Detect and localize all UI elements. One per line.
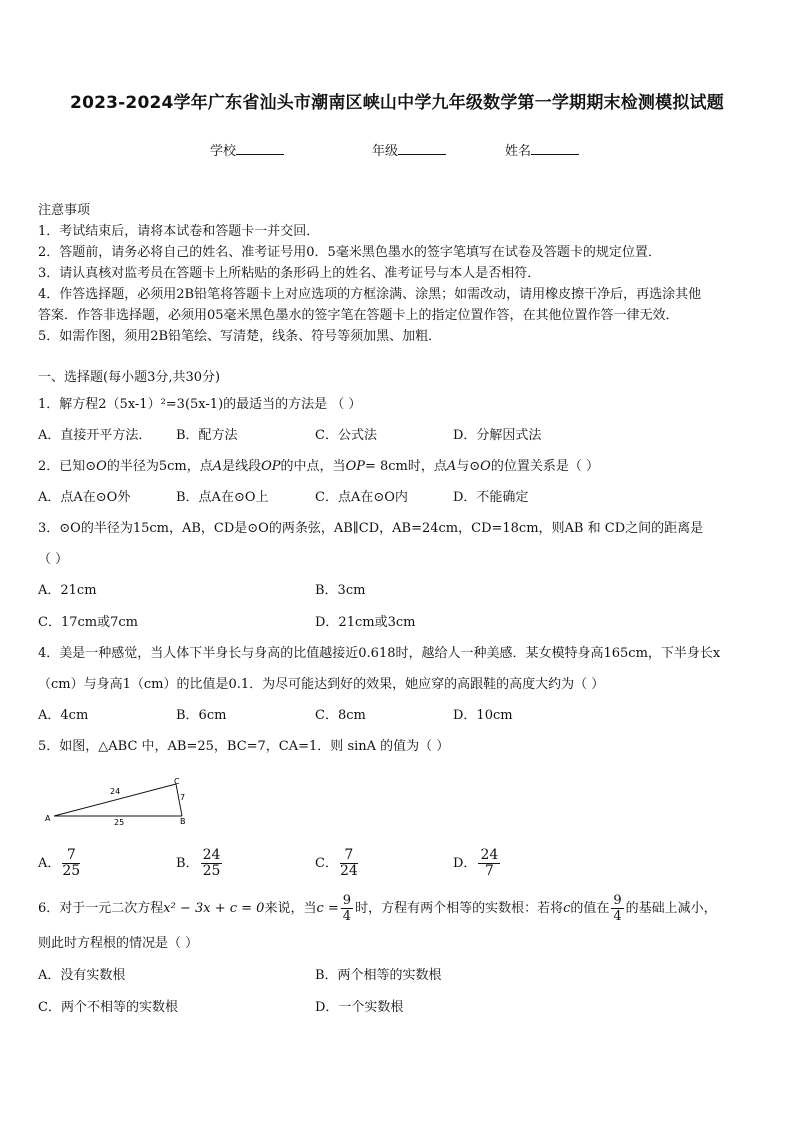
vertex-b-label: B: [180, 817, 186, 826]
q2-option-d: D．不能确定: [453, 490, 529, 505]
school-field: [210, 140, 284, 159]
q5-option-b: [176, 848, 224, 879]
q2-var: A: [446, 459, 457, 474]
q2-stem: [38, 459, 599, 475]
q3-option-a: A．21cm: [38, 583, 97, 598]
numerator: 9: [342, 893, 352, 908]
q2-option-b: B．点A在⊙O上: [176, 490, 269, 505]
q4-stem-line2: （cm）与身高1（cm）的比值是0.1．为尽可能达到好的效果，她应穿的高跟鞋的高度大约为（ ）: [38, 677, 605, 692]
notice-item: 2．答题前，请务必将自己的姓名、准考证号用0．5毫米黑色墨水的签字笔填写在试卷及答题卡的规定位置．: [38, 245, 661, 260]
q1-option-b: B．配方法: [176, 428, 238, 443]
q4-option-a: A．4cm: [38, 708, 89, 723]
q2-text: 的半径为5cm，点: [106, 459, 213, 474]
q6-var: c: [563, 901, 571, 916]
school-label: 学校: [210, 144, 237, 159]
vertex-a-label: A: [45, 814, 51, 823]
q2-text: 2．已知⊙: [38, 459, 97, 474]
q6-text: 6．对于一元二次方程: [38, 901, 164, 916]
numerator: 7: [340, 848, 358, 864]
q3-option-c: C．17cm或7cm: [38, 615, 138, 630]
option-label: D．: [453, 856, 477, 871]
name-blank: [531, 142, 579, 155]
q2-var: O: [96, 459, 107, 474]
name-field: [505, 140, 579, 159]
q2-text: 的中点，当: [280, 459, 346, 474]
option-label: B．: [176, 856, 199, 871]
notice-item: 5．如需作图，须用2B铅笔绘、写清楚，线条、符号等须加黑、加粗．: [38, 329, 442, 344]
school-blank: [236, 142, 284, 155]
fraction: [611, 893, 623, 924]
notice-heading: 注意事项: [38, 203, 91, 218]
fraction: [478, 848, 500, 879]
denominator: 25: [62, 863, 81, 879]
numerator: 24: [480, 847, 499, 863]
q2-text: 是线段: [222, 459, 262, 474]
q4-option-b: B．6cm: [176, 708, 227, 723]
q3-option-d: D．21cm或3cm: [315, 615, 416, 630]
vertex-c-label: C: [174, 777, 180, 786]
q3-option-b: B．3cm: [315, 583, 366, 598]
q2-option-a: A．点A在⊙O外: [38, 490, 131, 505]
option-label: C．: [315, 856, 338, 871]
notice-item: 3．请认真核对监考员在答题卡上所粘贴的条形码上的姓名、准考证号与本人是否相符．: [38, 266, 541, 281]
q6-option-a: A．没有实数根: [38, 968, 126, 983]
q6-option-c: C．两个不相等的实数根: [38, 1000, 178, 1015]
q1-option-c: C．公式法: [315, 428, 377, 443]
q2-text: = 8cm时，点: [364, 459, 447, 474]
q6-stem: [38, 893, 717, 924]
q1-option-d: D．分解因式法: [453, 428, 542, 443]
q2-var: OP: [345, 459, 365, 474]
q5-option-a: [38, 848, 82, 879]
grade-label: 年级: [372, 144, 399, 159]
q6-text: 的值在: [570, 901, 610, 916]
q2-var: O: [480, 459, 491, 474]
q6-option-b: B．两个相等的实数根: [315, 968, 442, 983]
option-label: A．: [38, 856, 61, 871]
fraction: [340, 848, 358, 879]
q2-option-c: C．点A在⊙O内: [315, 490, 408, 505]
side-ab-label: 25: [114, 818, 125, 827]
denominator: 4: [342, 909, 352, 924]
name-label: 姓名: [505, 144, 532, 159]
q4-stem-line1: 4．美是一种感觉，当人体下半身长与身高的比值越接近0.618时，越给人一种美感．某女模特身高165cm，下半身长x: [38, 646, 721, 661]
q3-paren: （ ）: [38, 552, 69, 567]
q6-text: 来说，当: [264, 901, 317, 916]
grade-field: [372, 140, 446, 159]
fraction: [341, 893, 353, 924]
denominator: 24: [339, 863, 358, 879]
fraction: [201, 848, 223, 879]
page-title: 2023-2024学年广东省汕头市潮南区峡山中学九年级数学第一学期期末检测模拟试题: [70, 93, 724, 113]
numerator: 7: [62, 848, 80, 864]
q6-var: c =: [316, 901, 339, 916]
q6-stem-line2: 则此时方程根的情况是（ ）: [38, 936, 199, 951]
notice-item: 1．考试结束后，请将本试卷和答题卡一并交回．: [38, 224, 320, 239]
numerator: 9: [613, 893, 622, 908]
section-heading: 一、选择题(每小题3分,共30分): [38, 370, 221, 385]
q5-option-d: [453, 848, 502, 879]
q1-stem: 1．解方程2（5x-1）²=3(5x-1)的最适当的方法是 （ ）: [38, 397, 362, 412]
denominator: 4: [613, 909, 622, 924]
q6-text: 时，方程有两个相等的实数根：若将: [355, 901, 564, 916]
q2-text: 的位置关系是（ ）: [490, 459, 599, 474]
q1-option-a: A．直接开平方法．: [38, 428, 152, 443]
q5-stem: 5．如图，△ABC 中，AB=25，BC=7，CA=1．则 sinA 的值为（ ）: [38, 739, 450, 754]
numerator: 24: [202, 847, 221, 863]
denominator: 25: [202, 863, 221, 879]
q2-var: A: [212, 459, 223, 474]
q2-var: OP: [261, 459, 281, 474]
q4-option-d: D．10cm: [453, 708, 513, 723]
grade-blank: [398, 142, 446, 155]
q6-equation: x² − 3x + c = 0: [163, 901, 265, 916]
q5-triangle-figure: [40, 774, 200, 830]
q3-stem: 3．⊙O的半径为15cm，AB，CD是⊙O的两条弦，AB∥CD，AB=24cm，CD=18cm，则AB 和 CD之间的距离是: [38, 521, 704, 536]
q6-option-d: D．一个实数根: [315, 1000, 404, 1015]
q6-text: 的基础上减小，: [625, 901, 717, 916]
side-bc-label: 7: [180, 793, 186, 802]
q2-text: 与⊙: [456, 459, 481, 474]
q5-option-c: [315, 848, 360, 879]
notice-item: 答案．作答非选择题，必须用05毫米黑色墨水的签字笔在答题卡上的指定位置作答，在其他位置作答一律无效．: [38, 308, 679, 323]
side-ac-label: 24: [110, 787, 121, 796]
denominator: 7: [484, 863, 494, 879]
fraction: [62, 848, 80, 879]
q4-option-c: C．8cm: [315, 708, 366, 723]
notice-item: 4．作答选择题，必须用2B铅笔将答题卡上对应选项的方框涂满、涂黑；如需改动，请用橡皮擦干净后，再选涂其他: [38, 287, 702, 302]
